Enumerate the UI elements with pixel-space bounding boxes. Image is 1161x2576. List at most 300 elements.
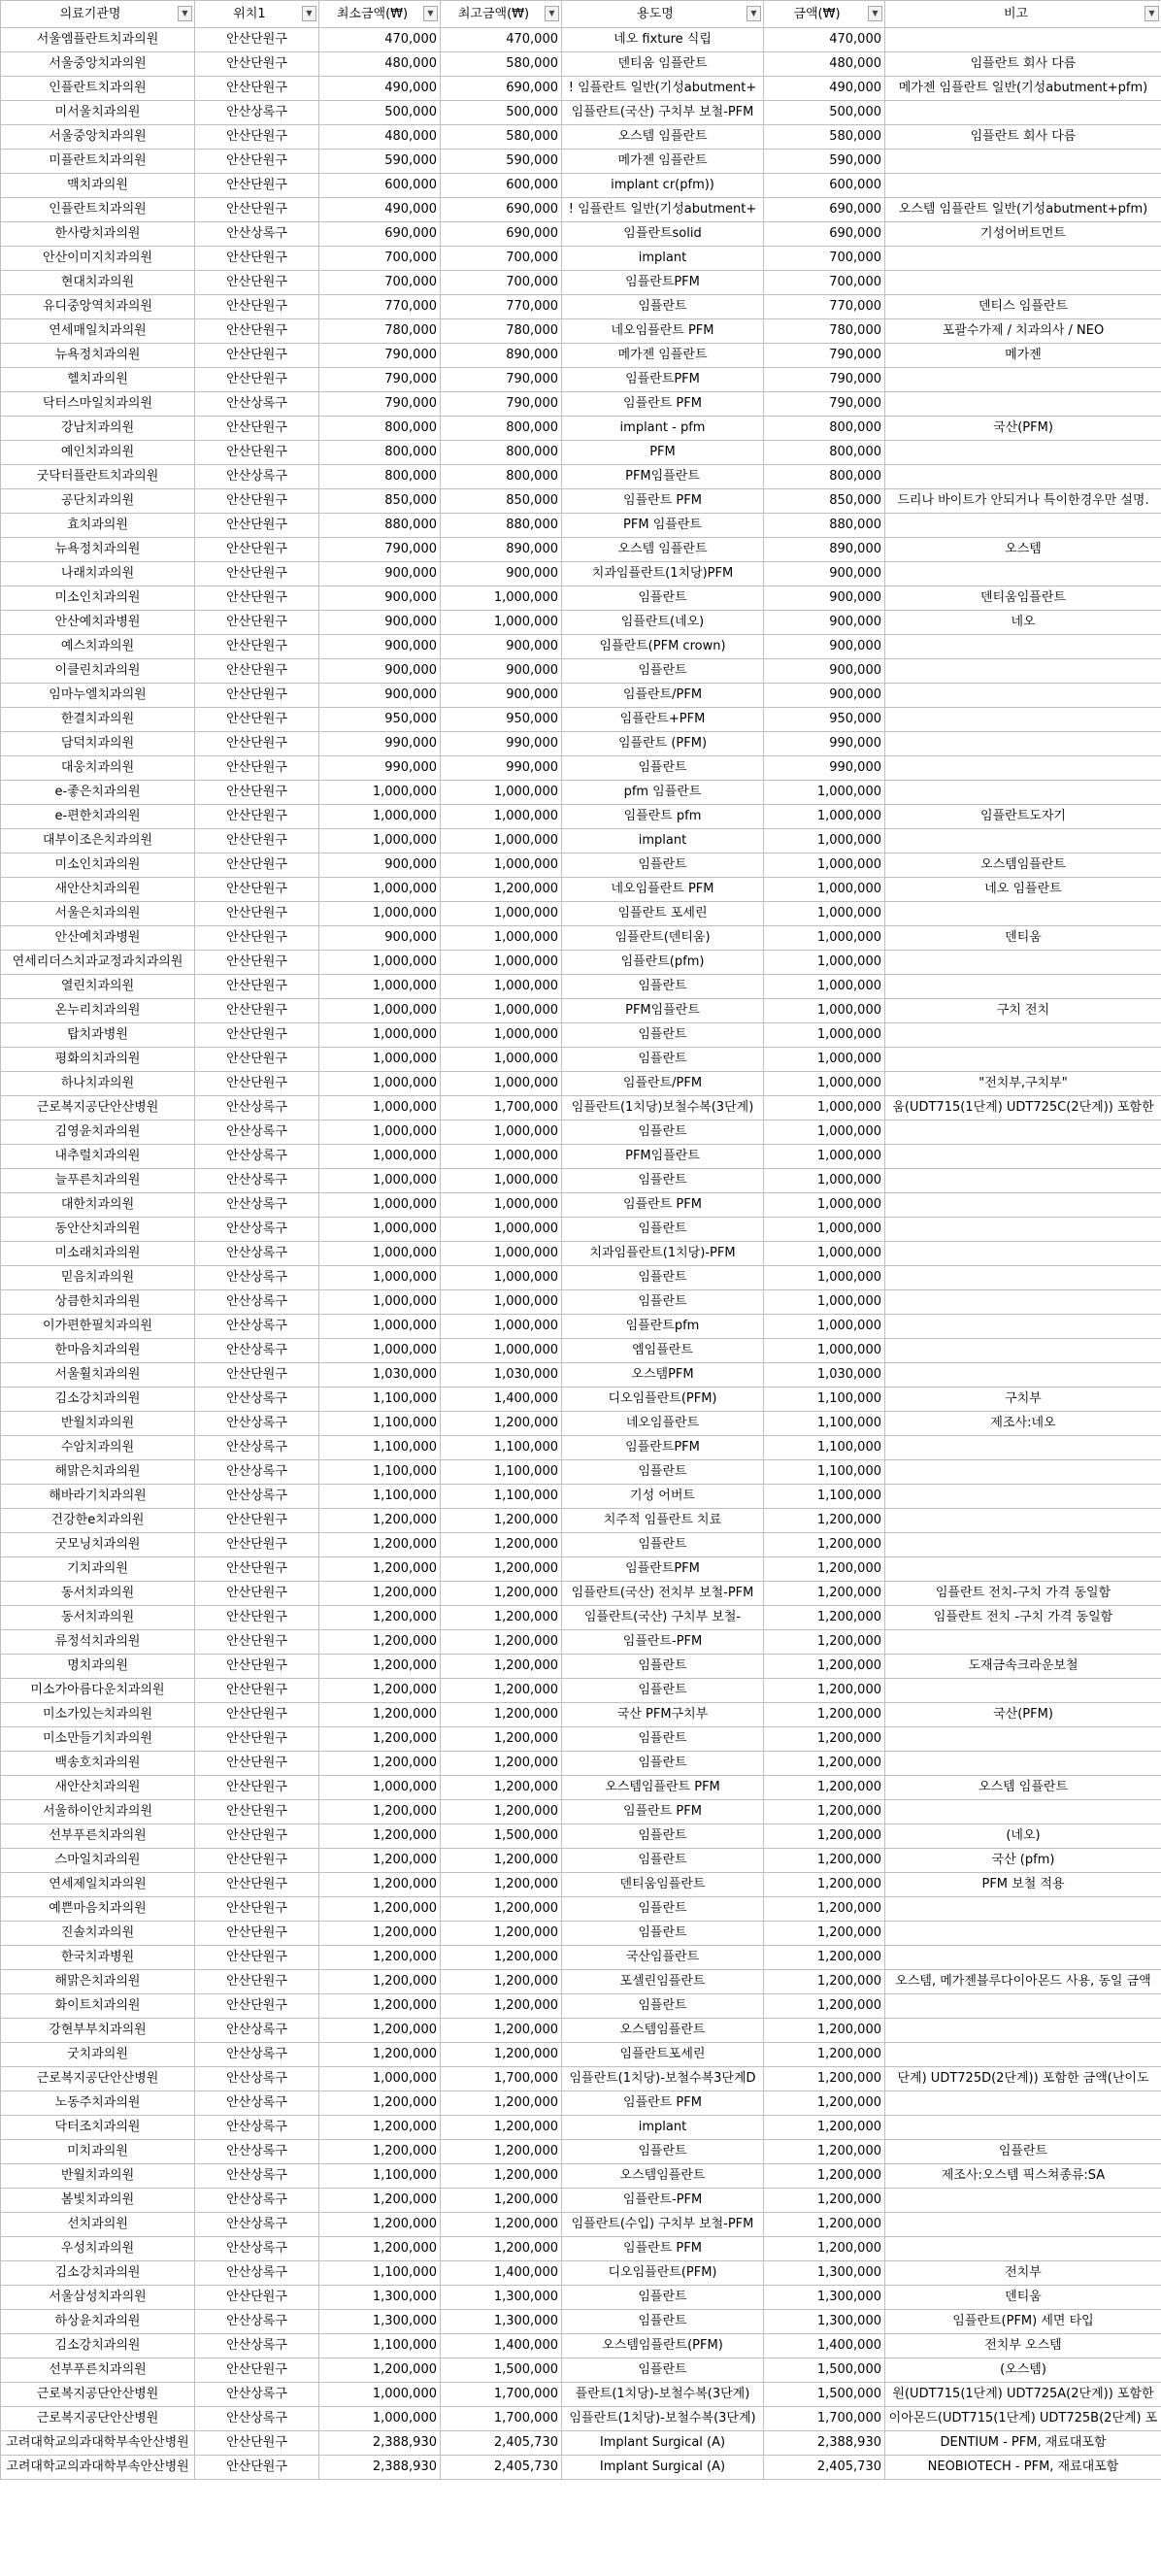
cell-institution[interactable]: e-좋은치과의원 xyxy=(1,781,195,805)
cell-note[interactable] xyxy=(885,465,1161,489)
cell-location[interactable]: 안산상록구 xyxy=(195,2019,319,2043)
cell-max-price[interactable]: 1,400,000 xyxy=(441,1388,562,1412)
cell-min-price[interactable]: 1,000,000 xyxy=(319,1072,441,1096)
cell-max-price[interactable]: 1,700,000 xyxy=(441,2407,562,2431)
cell-institution[interactable]: 류정석치과의원 xyxy=(1,1630,195,1655)
cell-note[interactable] xyxy=(885,562,1161,586)
cell-location[interactable]: 안산상록구 xyxy=(195,2116,319,2140)
cell-max-price[interactable]: 1,000,000 xyxy=(441,611,562,635)
cell-location[interactable]: 안산단원구 xyxy=(195,1606,319,1630)
cell-note[interactable] xyxy=(885,1533,1161,1557)
cell-max-price[interactable]: 770,000 xyxy=(441,295,562,319)
cell-institution[interactable]: 명치과의원 xyxy=(1,1655,195,1679)
cell-price[interactable]: 1,000,000 xyxy=(764,1072,885,1096)
cell-min-price[interactable]: 1,200,000 xyxy=(319,1897,441,1922)
cell-institution[interactable]: 새안산치과의원 xyxy=(1,878,195,902)
cell-max-price[interactable]: 890,000 xyxy=(441,344,562,368)
cell-max-price[interactable]: 600,000 xyxy=(441,174,562,198)
cell-usage[interactable]: implant - pfm xyxy=(562,417,764,441)
cell-institution[interactable]: 현대치과의원 xyxy=(1,271,195,295)
cell-location[interactable]: 안산상록구 xyxy=(195,2043,319,2067)
cell-min-price[interactable]: 1,200,000 xyxy=(319,2237,441,2261)
cell-location[interactable]: 안산단원구 xyxy=(195,344,319,368)
cell-min-price[interactable]: 770,000 xyxy=(319,295,441,319)
cell-min-price[interactable]: 1,100,000 xyxy=(319,2334,441,2359)
cell-location[interactable]: 안산상록구 xyxy=(195,2213,319,2237)
cell-price[interactable]: 1,200,000 xyxy=(764,1946,885,1970)
cell-price[interactable]: 1,000,000 xyxy=(764,999,885,1023)
cell-price[interactable]: 770,000 xyxy=(764,295,885,319)
cell-usage[interactable]: 임플란트PFM xyxy=(562,1436,764,1460)
cell-location[interactable]: 안산상록구 xyxy=(195,1339,319,1363)
cell-min-price[interactable]: 1,000,000 xyxy=(319,1048,441,1072)
cell-price[interactable]: 1,000,000 xyxy=(764,781,885,805)
cell-usage[interactable]: 임플란트 xyxy=(562,1266,764,1290)
cell-max-price[interactable]: 850,000 xyxy=(441,489,562,514)
cell-note[interactable]: 임플란트 xyxy=(885,2140,1161,2164)
cell-usage[interactable]: 임플란트 pfm xyxy=(562,805,764,829)
cell-location[interactable]: 안산단원구 xyxy=(195,829,319,853)
cell-institution[interactable]: 내추럴치과의원 xyxy=(1,1145,195,1169)
cell-institution[interactable]: 닥터스마일치과의원 xyxy=(1,392,195,417)
cell-institution[interactable]: 새안산치과의원 xyxy=(1,1776,195,1800)
cell-location[interactable]: 안산단원구 xyxy=(195,2286,319,2310)
cell-usage[interactable]: 임플란트 xyxy=(562,1533,764,1557)
cell-institution[interactable]: 예인치과의원 xyxy=(1,441,195,465)
cell-usage[interactable]: Implant Surgical (A) xyxy=(562,2456,764,2480)
cell-min-price[interactable]: 1,100,000 xyxy=(319,2261,441,2286)
cell-price[interactable]: 1,100,000 xyxy=(764,1436,885,1460)
cell-max-price[interactable]: 1,700,000 xyxy=(441,1096,562,1121)
cell-usage[interactable]: 임플란트 xyxy=(562,2310,764,2334)
cell-institution[interactable]: 임마누엘치과의원 xyxy=(1,684,195,708)
cell-usage[interactable]: 국산 PFM구치부 xyxy=(562,1703,764,1727)
cell-usage[interactable]: 임플란트 xyxy=(562,1824,764,1849)
cell-note[interactable] xyxy=(885,2116,1161,2140)
cell-note[interactable]: 오스템 임플란트 일반(기성abutment+pfm) xyxy=(885,198,1161,222)
cell-institution[interactable]: 온누리치과의원 xyxy=(1,999,195,1023)
cell-max-price[interactable]: 1,030,000 xyxy=(441,1363,562,1388)
cell-note[interactable] xyxy=(885,708,1161,732)
cell-min-price[interactable]: 990,000 xyxy=(319,732,441,756)
cell-usage[interactable]: 임플란트 PFM xyxy=(562,489,764,514)
cell-location[interactable]: 안산단원구 xyxy=(195,659,319,684)
cell-usage[interactable]: PFM임플란트 xyxy=(562,465,764,489)
cell-institution[interactable]: 연세매일치과의원 xyxy=(1,319,195,344)
cell-usage[interactable]: 임플란트 xyxy=(562,1994,764,2019)
cell-location[interactable]: 안산상록구 xyxy=(195,1315,319,1339)
cell-location[interactable]: 안산단원구 xyxy=(195,1752,319,1776)
cell-max-price[interactable]: 1,000,000 xyxy=(441,1315,562,1339)
cell-min-price[interactable]: 1,300,000 xyxy=(319,2310,441,2334)
cell-institution[interactable]: 평화의치과의원 xyxy=(1,1048,195,1072)
cell-institution[interactable]: 서울하이안치과의원 xyxy=(1,1800,195,1824)
cell-note[interactable]: 전치부 xyxy=(885,2261,1161,2286)
cell-note[interactable] xyxy=(885,1897,1161,1922)
cell-usage[interactable]: 임플란트(국산) 구치부 보철- xyxy=(562,1606,764,1630)
cell-price[interactable]: 1,200,000 xyxy=(764,1727,885,1752)
column-header-price[interactable] xyxy=(764,1,885,28)
cell-price[interactable]: 600,000 xyxy=(764,174,885,198)
cell-usage[interactable]: 덴티움임플란트 xyxy=(562,1873,764,1897)
cell-location[interactable]: 안산상록구 xyxy=(195,2140,319,2164)
cell-institution[interactable]: 하나치과의원 xyxy=(1,1072,195,1096)
filter-dropdown-icon[interactable]: ▼ xyxy=(302,6,316,21)
cell-usage[interactable]: pfm 임플란트 xyxy=(562,781,764,805)
cell-max-price[interactable]: 690,000 xyxy=(441,222,562,247)
cell-price[interactable]: 1,100,000 xyxy=(764,1485,885,1509)
cell-min-price[interactable]: 1,200,000 xyxy=(319,1703,441,1727)
cell-institution[interactable]: 한결치과의원 xyxy=(1,708,195,732)
cell-min-price[interactable]: 1,000,000 xyxy=(319,1339,441,1363)
cell-min-price[interactable]: 1,200,000 xyxy=(319,1800,441,1824)
cell-location[interactable]: 안산상록구 xyxy=(195,465,319,489)
cell-price[interactable]: 1,200,000 xyxy=(764,1557,885,1582)
cell-price[interactable]: 1,000,000 xyxy=(764,1242,885,1266)
cell-min-price[interactable]: 1,200,000 xyxy=(319,1582,441,1606)
cell-min-price[interactable]: 700,000 xyxy=(319,271,441,295)
cell-max-price[interactable]: 900,000 xyxy=(441,635,562,659)
cell-max-price[interactable]: 1,200,000 xyxy=(441,2043,562,2067)
cell-max-price[interactable]: 1,200,000 xyxy=(441,1970,562,1994)
cell-institution[interactable]: 인플란트치과의원 xyxy=(1,198,195,222)
cell-institution[interactable]: 해바라기치과의원 xyxy=(1,1485,195,1509)
cell-usage[interactable]: 임플란트 xyxy=(562,1218,764,1242)
cell-max-price[interactable]: 1,200,000 xyxy=(441,1606,562,1630)
cell-note[interactable] xyxy=(885,1169,1161,1193)
cell-min-price[interactable]: 1,100,000 xyxy=(319,2164,441,2189)
cell-price[interactable]: 1,100,000 xyxy=(764,1412,885,1436)
cell-max-price[interactable]: 1,000,000 xyxy=(441,1218,562,1242)
cell-price[interactable]: 1,000,000 xyxy=(764,1145,885,1169)
cell-institution[interactable]: 반월치과의원 xyxy=(1,1412,195,1436)
cell-location[interactable]: 안산상록구 xyxy=(195,2067,319,2091)
cell-price[interactable]: 880,000 xyxy=(764,514,885,538)
cell-usage[interactable]: 임플란트 xyxy=(562,1752,764,1776)
cell-price[interactable]: 690,000 xyxy=(764,222,885,247)
cell-note[interactable] xyxy=(885,1460,1161,1485)
cell-usage[interactable]: 임플란트 xyxy=(562,975,764,999)
cell-location[interactable]: 안산단원구 xyxy=(195,1727,319,1752)
cell-price[interactable]: 1,100,000 xyxy=(764,1388,885,1412)
cell-institution[interactable]: 이클린치과의원 xyxy=(1,659,195,684)
cell-institution[interactable]: 수암치과의원 xyxy=(1,1436,195,1460)
cell-min-price[interactable]: 900,000 xyxy=(319,659,441,684)
cell-usage[interactable]: 임플란트 xyxy=(562,1290,764,1315)
cell-usage[interactable]: 임플란트(국산) 전치부 보철-PFM xyxy=(562,1582,764,1606)
cell-note[interactable]: (네오) xyxy=(885,1824,1161,1849)
cell-institution[interactable]: 연세제일치과의원 xyxy=(1,1873,195,1897)
cell-institution[interactable]: 유디중앙역치과의원 xyxy=(1,295,195,319)
cell-min-price[interactable]: 1,100,000 xyxy=(319,1485,441,1509)
cell-usage[interactable]: 임플란트solid xyxy=(562,222,764,247)
cell-price[interactable]: 1,200,000 xyxy=(764,2189,885,2213)
cell-location[interactable]: 안산상록구 xyxy=(195,2310,319,2334)
cell-institution[interactable]: 김소강치과의원 xyxy=(1,1388,195,1412)
cell-max-price[interactable]: 990,000 xyxy=(441,732,562,756)
cell-location[interactable]: 안산단원구 xyxy=(195,489,319,514)
cell-max-price[interactable]: 1,700,000 xyxy=(441,2067,562,2091)
column-header-note[interactable] xyxy=(885,1,1161,28)
cell-min-price[interactable]: 600,000 xyxy=(319,174,441,198)
cell-max-price[interactable]: 1,000,000 xyxy=(441,805,562,829)
cell-institution[interactable]: 동안산치과의원 xyxy=(1,1218,195,1242)
cell-price[interactable]: 1,000,000 xyxy=(764,805,885,829)
cell-location[interactable]: 안산단원구 xyxy=(195,975,319,999)
cell-note[interactable] xyxy=(885,1994,1161,2019)
cell-max-price[interactable]: 1,200,000 xyxy=(441,2237,562,2261)
cell-institution[interactable]: 미서울치과의원 xyxy=(1,101,195,125)
cell-price[interactable]: 1,200,000 xyxy=(764,1606,885,1630)
cell-institution[interactable]: 김소강치과의원 xyxy=(1,2261,195,2286)
cell-institution[interactable]: 봄빛치과의원 xyxy=(1,2189,195,2213)
cell-price[interactable]: 590,000 xyxy=(764,150,885,174)
cell-usage[interactable]: 임플란트(국산) 구치부 보철-PFM xyxy=(562,101,764,125)
cell-price[interactable]: 470,000 xyxy=(764,28,885,52)
cell-max-price[interactable]: 1,000,000 xyxy=(441,1339,562,1363)
cell-usage[interactable]: 임플란트(PFM crown) xyxy=(562,635,764,659)
cell-min-price[interactable]: 1,200,000 xyxy=(319,2140,441,2164)
cell-usage[interactable]: implant xyxy=(562,2116,764,2140)
cell-note[interactable] xyxy=(885,1436,1161,1460)
cell-min-price[interactable]: 1,100,000 xyxy=(319,1388,441,1412)
cell-max-price[interactable]: 1,000,000 xyxy=(441,1121,562,1145)
cell-min-price[interactable]: 1,200,000 xyxy=(319,2359,441,2383)
cell-location[interactable]: 안산단원구 xyxy=(195,732,319,756)
filter-dropdown-icon[interactable]: ▼ xyxy=(423,6,438,21)
cell-min-price[interactable]: 590,000 xyxy=(319,150,441,174)
cell-max-price[interactable]: 790,000 xyxy=(441,368,562,392)
cell-max-price[interactable]: 2,405,730 xyxy=(441,2456,562,2480)
cell-note[interactable] xyxy=(885,1290,1161,1315)
cell-note[interactable]: DENTIUM - PFM, 재료대포함 xyxy=(885,2431,1161,2456)
cell-price[interactable]: 1,300,000 xyxy=(764,2261,885,2286)
cell-min-price[interactable]: 2,388,930 xyxy=(319,2456,441,2480)
cell-usage[interactable]: 엠임플란트 xyxy=(562,1339,764,1363)
cell-price[interactable]: 1,200,000 xyxy=(764,2237,885,2261)
cell-min-price[interactable]: 490,000 xyxy=(319,198,441,222)
cell-usage[interactable]: 국산임플란트 xyxy=(562,1946,764,1970)
cell-price[interactable]: 580,000 xyxy=(764,125,885,150)
cell-usage[interactable]: 네오 fixture 식립 xyxy=(562,28,764,52)
cell-institution[interactable]: 굿모닝치과의원 xyxy=(1,1533,195,1557)
cell-price[interactable]: 800,000 xyxy=(764,465,885,489)
cell-min-price[interactable]: 1,200,000 xyxy=(319,2019,441,2043)
cell-usage[interactable]: 임플란트PFM xyxy=(562,368,764,392)
cell-max-price[interactable]: 1,200,000 xyxy=(441,1630,562,1655)
cell-usage[interactable]: 포셀린임플란트 xyxy=(562,1970,764,1994)
cell-institution[interactable]: 건강한e치과의원 xyxy=(1,1509,195,1533)
cell-max-price[interactable]: 900,000 xyxy=(441,562,562,586)
cell-min-price[interactable]: 1,200,000 xyxy=(319,1994,441,2019)
cell-price[interactable]: 1,000,000 xyxy=(764,1290,885,1315)
cell-max-price[interactable]: 1,200,000 xyxy=(441,1776,562,1800)
cell-min-price[interactable]: 490,000 xyxy=(319,77,441,101)
cell-institution[interactable]: 안산예치과병원 xyxy=(1,926,195,951)
cell-note[interactable]: 국산(PFM) xyxy=(885,1703,1161,1727)
cell-price[interactable]: 1,200,000 xyxy=(764,1655,885,1679)
cell-location[interactable]: 안산단원구 xyxy=(195,1023,319,1048)
cell-usage[interactable]: 임플란트 xyxy=(562,1048,764,1072)
cell-note[interactable] xyxy=(885,951,1161,975)
cell-location[interactable]: 안산단원구 xyxy=(195,319,319,344)
cell-institution[interactable]: 한국치과병원 xyxy=(1,1946,195,1970)
cell-institution[interactable]: 담덕치과의원 xyxy=(1,732,195,756)
cell-note[interactable] xyxy=(885,514,1161,538)
cell-note[interactable] xyxy=(885,2213,1161,2237)
cell-location[interactable]: 안산상록구 xyxy=(195,1121,319,1145)
cell-price[interactable]: 1,000,000 xyxy=(764,926,885,951)
cell-max-price[interactable]: 1,100,000 xyxy=(441,1485,562,1509)
cell-institution[interactable]: 탑치과병원 xyxy=(1,1023,195,1048)
cell-price[interactable]: 1,000,000 xyxy=(764,1193,885,1218)
cell-min-price[interactable]: 500,000 xyxy=(319,101,441,125)
cell-max-price[interactable]: 590,000 xyxy=(441,150,562,174)
cell-max-price[interactable]: 1,200,000 xyxy=(441,1752,562,1776)
cell-note[interactable] xyxy=(885,684,1161,708)
cell-price[interactable]: 1,000,000 xyxy=(764,1266,885,1290)
cell-min-price[interactable]: 1,200,000 xyxy=(319,1970,441,1994)
cell-institution[interactable]: 우성치과의원 xyxy=(1,2237,195,2261)
cell-min-price[interactable]: 900,000 xyxy=(319,611,441,635)
cell-min-price[interactable]: 800,000 xyxy=(319,441,441,465)
cell-min-price[interactable]: 1,000,000 xyxy=(319,805,441,829)
cell-usage[interactable]: 임플란트 xyxy=(562,1023,764,1048)
cell-note[interactable]: 구치 전치 xyxy=(885,999,1161,1023)
cell-min-price[interactable]: 800,000 xyxy=(319,465,441,489)
cell-institution[interactable]: 서울중앙치과의원 xyxy=(1,52,195,77)
cell-note[interactable] xyxy=(885,1121,1161,1145)
cell-note[interactable]: 드리나 바이트가 안되거나 특이한경우만 설명. xyxy=(885,489,1161,514)
cell-location[interactable]: 안산단원구 xyxy=(195,611,319,635)
cell-institution[interactable]: 효치과의원 xyxy=(1,514,195,538)
cell-institution[interactable]: 뉴욕정치과의원 xyxy=(1,344,195,368)
cell-location[interactable]: 안산상록구 xyxy=(195,1266,319,1290)
cell-location[interactable]: 안산단원구 xyxy=(195,805,319,829)
cell-usage[interactable]: ! 임플란트 일반(기성abutment+ xyxy=(562,198,764,222)
cell-max-price[interactable]: 700,000 xyxy=(441,247,562,271)
cell-usage[interactable]: 덴티움 임플란트 xyxy=(562,52,764,77)
cell-note[interactable] xyxy=(885,1946,1161,1970)
cell-min-price[interactable]: 1,000,000 xyxy=(319,1121,441,1145)
cell-max-price[interactable]: 1,000,000 xyxy=(441,999,562,1023)
cell-note[interactable] xyxy=(885,732,1161,756)
cell-usage[interactable]: 임플란트 xyxy=(562,1169,764,1193)
cell-min-price[interactable]: 900,000 xyxy=(319,635,441,659)
cell-location[interactable]: 안산단원구 xyxy=(195,1582,319,1606)
cell-price[interactable]: 1,200,000 xyxy=(764,1776,885,1800)
cell-location[interactable]: 안산단원구 xyxy=(195,756,319,781)
cell-price[interactable]: 490,000 xyxy=(764,77,885,101)
cell-note[interactable] xyxy=(885,781,1161,805)
cell-institution[interactable]: 상큼한치과의원 xyxy=(1,1290,195,1315)
cell-location[interactable]: 안산단원구 xyxy=(195,247,319,271)
cell-note[interactable] xyxy=(885,2237,1161,2261)
cell-max-price[interactable]: 1,000,000 xyxy=(441,1072,562,1096)
cell-note[interactable] xyxy=(885,271,1161,295)
cell-note[interactable]: 기성어버트먼트 xyxy=(885,222,1161,247)
cell-location[interactable]: 안산상록구 xyxy=(195,101,319,125)
cell-institution[interactable]: 한사랑치과의원 xyxy=(1,222,195,247)
cell-note[interactable]: 오스템, 메가젠블루다이아몬드 사용, 동일 금액 xyxy=(885,1970,1161,1994)
cell-usage[interactable]: 오스템 임플란트 xyxy=(562,538,764,562)
cell-usage[interactable]: ! 임플란트 일반(기성abutment+ xyxy=(562,77,764,101)
cell-note[interactable]: 제조사:네오 xyxy=(885,1412,1161,1436)
cell-location[interactable]: 안산상록구 xyxy=(195,2383,319,2407)
cell-usage[interactable]: 임플란트(네오) xyxy=(562,611,764,635)
cell-institution[interactable]: 열린치과의원 xyxy=(1,975,195,999)
cell-location[interactable]: 안산상록구 xyxy=(195,222,319,247)
cell-max-price[interactable]: 1,200,000 xyxy=(441,1727,562,1752)
cell-note[interactable] xyxy=(885,1922,1161,1946)
cell-note[interactable] xyxy=(885,1630,1161,1655)
cell-usage[interactable]: 네오임플란트 PFM xyxy=(562,319,764,344)
cell-location[interactable]: 안산단원구 xyxy=(195,1873,319,1897)
cell-price[interactable]: 790,000 xyxy=(764,344,885,368)
cell-usage[interactable]: 임플란트(1치당)보철수복(3단계) xyxy=(562,1096,764,1121)
cell-price[interactable]: 1,200,000 xyxy=(764,1922,885,1946)
cell-location[interactable]: 안산단원구 xyxy=(195,635,319,659)
cell-location[interactable]: 안산단원구 xyxy=(195,417,319,441)
cell-max-price[interactable]: 1,200,000 xyxy=(441,2140,562,2164)
cell-location[interactable]: 안산상록구 xyxy=(195,1096,319,1121)
cell-note[interactable]: NEOBIOTECH - PFM, 재료대포함 xyxy=(885,2456,1161,2480)
cell-note[interactable]: "전치부,구치부" xyxy=(885,1072,1161,1096)
cell-usage[interactable]: 임플란트 xyxy=(562,586,764,611)
cell-usage[interactable]: 임플란트PFM xyxy=(562,271,764,295)
cell-price[interactable]: 1,000,000 xyxy=(764,902,885,926)
cell-max-price[interactable]: 1,500,000 xyxy=(441,2359,562,2383)
cell-note[interactable] xyxy=(885,1509,1161,1533)
cell-max-price[interactable]: 1,200,000 xyxy=(441,1800,562,1824)
cell-price[interactable]: 1,000,000 xyxy=(764,951,885,975)
cell-min-price[interactable]: 1,100,000 xyxy=(319,1436,441,1460)
cell-note[interactable]: 오스템임플란트 xyxy=(885,853,1161,878)
cell-price[interactable]: 1,000,000 xyxy=(764,975,885,999)
cell-location[interactable]: 안산상록구 xyxy=(195,1218,319,1242)
cell-institution[interactable]: 노동주치과의원 xyxy=(1,2091,195,2116)
cell-institution[interactable]: 헬치과의원 xyxy=(1,368,195,392)
cell-min-price[interactable]: 790,000 xyxy=(319,368,441,392)
cell-location[interactable]: 안산단원구 xyxy=(195,125,319,150)
cell-min-price[interactable]: 1,200,000 xyxy=(319,2213,441,2237)
cell-min-price[interactable]: 1,000,000 xyxy=(319,1023,441,1048)
cell-min-price[interactable]: 1,000,000 xyxy=(319,975,441,999)
cell-note[interactable]: 덴티움 xyxy=(885,926,1161,951)
cell-note[interactable]: 덴티스 임플란트 xyxy=(885,295,1161,319)
cell-max-price[interactable]: 1,200,000 xyxy=(441,1994,562,2019)
cell-location[interactable]: 안산단원구 xyxy=(195,174,319,198)
cell-note[interactable] xyxy=(885,1485,1161,1509)
cell-location[interactable]: 안산단원구 xyxy=(195,1849,319,1873)
cell-institution[interactable]: 대한치과의원 xyxy=(1,1193,195,1218)
cell-min-price[interactable]: 1,200,000 xyxy=(319,1849,441,1873)
cell-max-price[interactable]: 700,000 xyxy=(441,271,562,295)
cell-price[interactable]: 690,000 xyxy=(764,198,885,222)
cell-location[interactable]: 안산단원구 xyxy=(195,2456,319,2480)
cell-price[interactable]: 900,000 xyxy=(764,635,885,659)
cell-usage[interactable]: implant cr(pfm)) xyxy=(562,174,764,198)
cell-price[interactable]: 780,000 xyxy=(764,319,885,344)
cell-location[interactable]: 안산상록구 xyxy=(195,1412,319,1436)
cell-institution[interactable]: 해맑은치과의원 xyxy=(1,1460,195,1485)
cell-usage[interactable]: Implant Surgical (A) xyxy=(562,2431,764,2456)
cell-location[interactable]: 안산단원구 xyxy=(195,1557,319,1582)
cell-location[interactable]: 안산단원구 xyxy=(195,951,319,975)
cell-price[interactable]: 1,200,000 xyxy=(764,2019,885,2043)
cell-min-price[interactable]: 1,200,000 xyxy=(319,1946,441,1970)
cell-usage[interactable]: 임플란트 xyxy=(562,1897,764,1922)
